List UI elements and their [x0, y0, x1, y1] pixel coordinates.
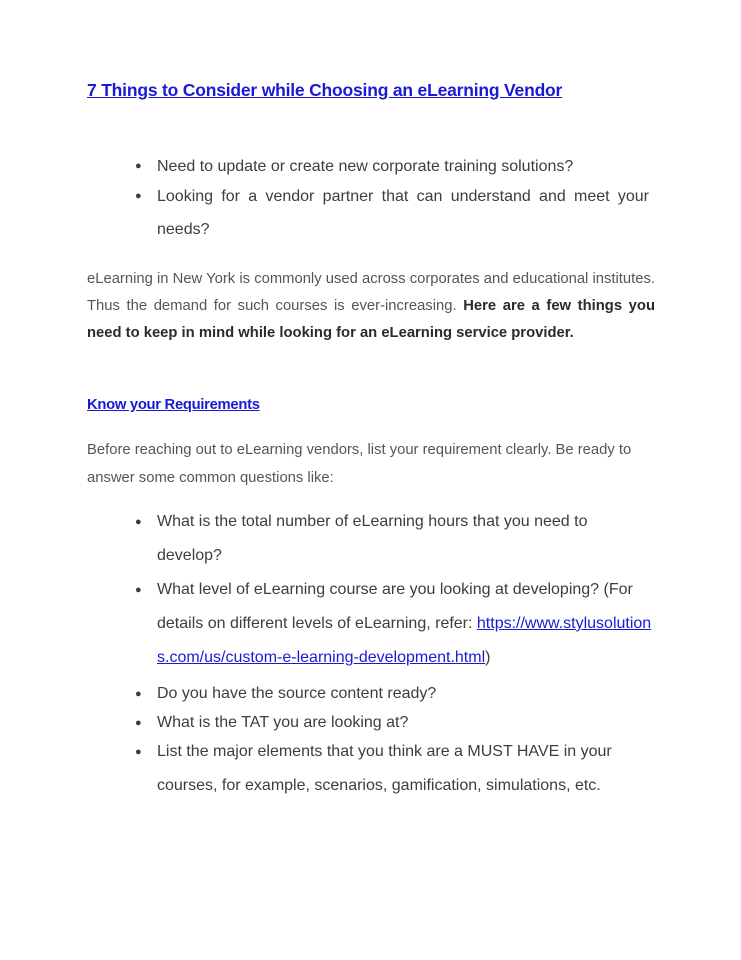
list-item: ● What is the TAT you are looking at?: [135, 708, 655, 737]
custom-elearning-link[interactable]: https://www.stylusolutions.com/us/custom-e-learning-development.html: [157, 615, 652, 666]
intro-paragraph-bold: Here are a few things you need to keep in mind while looking for an eLearning service provider.: [87, 298, 655, 341]
section-paragraph: Before reaching out to eLearning vendors, list your requirement clearly. Be ready to answer some common questions like:: [87, 442, 632, 486]
list-item: ● Looking for a vendor partner that can understand and meet your needs?: [135, 180, 649, 246]
intro-paragraph-text: eLearning in New York is commonly used across corporates and educational institutes. Thus the demand for such courses is ever-increasing.: [87, 271, 655, 314]
page-title[interactable]: 7 Things to Consider while Choosing an eLearning Vendor: [87, 80, 563, 100]
list-item: ● Need to update or create new corporate training solutions?: [135, 150, 649, 183]
list-item: [135, 573, 655, 675]
list-item: ● Do you have the source content ready?: [135, 679, 655, 708]
list-item: ● What is the total number of eLearning hours that you need to develop?: [135, 505, 655, 573]
questions-bullet-list: [135, 505, 655, 803]
closing-paren: ): [485, 649, 491, 666]
intro-paragraph: [87, 266, 655, 347]
question-text: What level of eLearning course are you looking at developing? (For details on different levels of eLearning, refer:: [157, 581, 633, 632]
section-heading-link[interactable]: Know your Requirements: [87, 397, 260, 413]
intro-bullet-list: [135, 150, 649, 246]
list-item: ● List the major elements that you think are a MUST HAVE in your courses, for example, scenarios, gamification, simulations, etc.: [135, 735, 655, 803]
